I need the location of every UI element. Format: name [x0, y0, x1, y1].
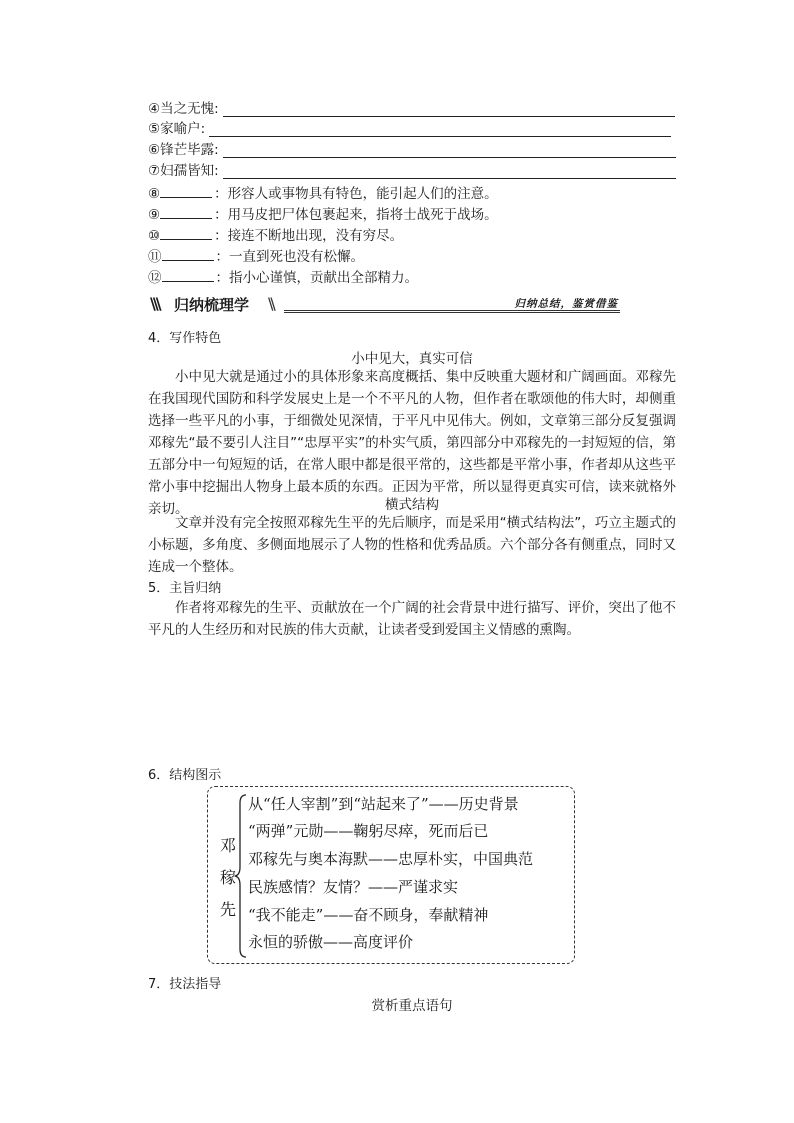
paragraph-structure: 文章并没有完全按照邓稼先生平的先后顺序，而是采用“横式结构法”，巧立主题式的小标题，多角度、多侧面地展示了人物的性格和优秀品质。六个部分各有侧重点，同时又连成一个整体。 — [148, 515, 676, 575]
answer-blank[interactable] — [162, 247, 214, 261]
heading-theme: 5．主旨归纳 — [148, 581, 222, 596]
structure-item: “我不能走”——奋不顾身，奉献精神 — [248, 906, 489, 924]
subtitle-structure: 横式结构 — [385, 497, 439, 513]
fill-label: ⑤家喻户: — [148, 121, 206, 137]
subtitle-technique: 赏析重点语句 — [371, 998, 453, 1014]
section-subtitle: 归纳总结，鉴赏借鉴 — [514, 298, 618, 310]
fill-label: ④当之无愧: — [148, 101, 219, 117]
answer-line[interactable] — [223, 162, 676, 179]
fill-item-4 — [148, 97, 675, 117]
blank-item-10 — [148, 224, 403, 244]
structure-diagram — [207, 786, 575, 964]
item-number: ⑩ — [148, 228, 161, 244]
answer-blank[interactable] — [160, 184, 212, 198]
heading-technique: 7．技法指导 — [148, 977, 222, 992]
subtitle-small-big: 小中见大，真实可信 — [351, 351, 473, 367]
structure-item: 永恒的骄傲——高度评价 — [248, 933, 414, 951]
structure-item: 从“任人宰割”到“站起来了”——历史背景 — [248, 795, 519, 813]
answer-line[interactable] — [223, 100, 675, 117]
fill-item-7 — [148, 159, 676, 179]
name-char: 稼 — [220, 868, 237, 887]
item-definition: ：接连不断地出现，没有穷尽。 — [214, 228, 404, 244]
fill-label: ⑥锋芒毕露: — [148, 142, 219, 158]
answer-blank[interactable] — [162, 268, 214, 282]
item-number: ⑧ — [148, 186, 161, 202]
section-title: 归纳梳理学 — [174, 296, 250, 314]
answer-blank[interactable] — [160, 226, 212, 240]
section-header — [150, 292, 620, 314]
blank-item-12 — [148, 266, 418, 286]
divider — [284, 312, 620, 313]
fill-item-5 — [148, 117, 671, 137]
blank-item-9 — [148, 203, 498, 223]
item-number: ⑪ — [148, 249, 162, 265]
name-char: 邓 — [220, 836, 237, 855]
slash-decor-icon: \\ — [268, 294, 273, 313]
slash-decor-icon: \\\ — [150, 294, 159, 313]
item-definition: ：形容人或事物具有特色，能引起人们的注意。 — [214, 186, 498, 202]
paragraph-theme: 作者将邓稼先的生平、贡献放在一个广阔的社会背景中进行描写、评价，突出了他不平凡的人生经历和对民族的伟大贡献，让读者受到爱国主义情感的熏陶。 — [148, 600, 676, 638]
heading-structure: 6．结构图示 — [148, 768, 222, 783]
blank-item-8 — [148, 182, 498, 202]
item-definition: ：用马皮把尸体包裹起来，指将士战死于战场。 — [214, 207, 498, 223]
answer-line[interactable] — [209, 120, 671, 137]
fill-label: ⑦妇孺皆知: — [148, 163, 219, 179]
item-definition: ：一直到死也没有松懈。 — [215, 249, 364, 265]
answer-blank[interactable] — [160, 205, 212, 219]
paragraph-small-big: 小中见大就是通过小的具体形象来高度概括、集中反映重大题材和广阔画面。邓稼先在我国现代国防和科学发展史上是一个不平凡的人物，但作者在歌颂他的伟大时，却侧重选择一些平凡的小事，于细微处见深情，于平凡中见伟大。例如，文章第三部分反复强调邓稼先“最不要引人注目”“忠厚平实”的朴实气质，第四部分中邓稼先的一封短短的信，第五部分中一句短短的话，在常人眼中都是很平常的，这些都是平常小事，作者却从这些平常小事中挖掘出人物身上最本质的东西。正因为平常，所以显得更真实可信，读来就格外亲切。 — [148, 369, 676, 517]
name-char: 先 — [220, 900, 237, 919]
item-number: ⑫ — [148, 270, 162, 286]
structure-item: 民族感情？友情？——严谨求实 — [248, 878, 459, 896]
fill-item-6 — [148, 138, 676, 158]
item-definition: ：指小心谨慎，贡献出全部精力。 — [215, 270, 418, 286]
item-number: ⑨ — [148, 207, 161, 223]
answer-line[interactable] — [223, 141, 676, 158]
heading-writing-features: 4．写作特色 — [148, 331, 222, 346]
structure-item: “两弹”元勋——鞠躬尽瘁，死而后已 — [248, 822, 489, 840]
structure-item: 邓稼先与奥本海默——忠厚朴实，中国典范 — [248, 850, 534, 868]
curly-brace-icon — [234, 793, 248, 959]
blank-item-11 — [148, 245, 364, 265]
